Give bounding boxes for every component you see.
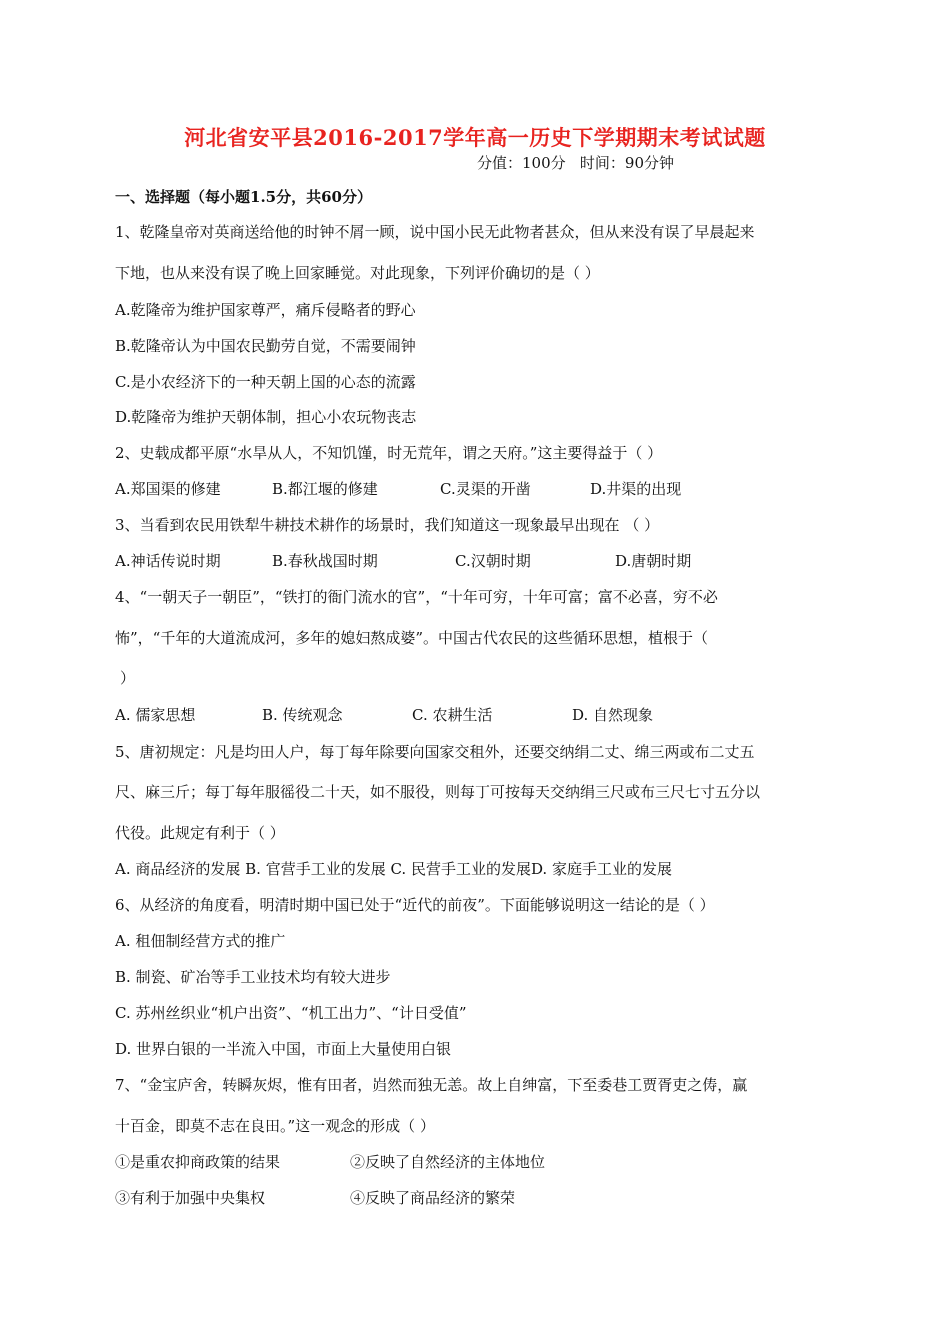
q1-stem-line1: 1、乾隆皇帝对英商送给他的时钟不屑一顾，说中国小民无此物者甚众，但从来没有误了早晨起来 — [115, 223, 755, 241]
q4-stem-line1: 4、“一朝天子一朝臣”，“铁打的衙门流水的官”，“十年可穷，十年可富；富不必喜，穷不必 — [115, 588, 718, 606]
score-time-info: 分值：100分 时间：90分钟 — [477, 154, 675, 172]
q1-option-b: B.乾隆帝认为中国农民勤劳自觉，不需要闹钟 — [115, 337, 416, 355]
q4-option-a: A. 儒家思想 — [115, 706, 196, 724]
q3-option-c: C.汉朝时期 — [455, 552, 531, 570]
q1-option-a: A.乾隆帝为维护国家尊严，痛斥侵略者的野心 — [115, 301, 416, 319]
section-heading: 一、选择题（每小题1.5分，共60分） — [115, 188, 372, 206]
q1-stem-line2: 下地，也从来没有误了晚上回家睡觉。对此现象，下列评价确切的是（ ） — [115, 264, 600, 282]
q6-option-c: C. 苏州丝织业“机户出资”、“机工出力”、“计日受值” — [115, 1004, 467, 1022]
q6-option-b: B. 制瓷、矿冶等手工业技术均有较大进步 — [115, 968, 391, 986]
q3-option-b: B.春秋战国时期 — [272, 552, 378, 570]
q4-option-c: C. 农耕生活 — [412, 706, 493, 724]
q6-stem: 6、从经济的角度看，明清时期中国已处于“近代的前夜”。下面能够说明这一结论的是（ ） — [115, 896, 715, 914]
q1-option-c: C.是小农经济下的一种天朝上国的心态的流露 — [115, 373, 416, 391]
q2-option-c: C.灵渠的开凿 — [440, 480, 531, 498]
q5-options: A. 商品经济的发展 B. 官营手工业的发展 C. 民营手工业的发展D. 家庭手工业的发展 — [115, 860, 672, 878]
q7-choice-3: ③有利于加强中央集权 — [115, 1189, 266, 1207]
q4-stem-line3: ） — [120, 669, 136, 687]
q5-stem-line3: 代役。此规定有利于（ ） — [115, 824, 285, 842]
q3-option-a: A.神话传说时期 — [115, 552, 221, 570]
q7-choice-1: ①是重农抑商政策的结果 — [115, 1153, 281, 1171]
q7-stem-line1: 7、“金宝庐舍，转瞬灰烬，惟有田者，岿然而独无恙。故上自绅富，下至委巷工贾胥吏之俦，赢 — [115, 1076, 748, 1094]
q6-option-a: A. 租佃制经营方式的推广 — [115, 932, 286, 950]
q2-option-d: D.井渠的出现 — [590, 480, 682, 498]
q2-option-a: A.郑国渠的修建 — [115, 480, 221, 498]
q1-option-d: D.乾隆帝为维护天朝体制，担心小农玩物丧志 — [115, 408, 417, 426]
q7-choice-4: ④反映了商品经济的繁荣 — [350, 1189, 516, 1207]
q2-option-b: B.都江堰的修建 — [272, 480, 378, 498]
q3-option-d: D.唐朝时期 — [615, 552, 692, 570]
q6-option-d: D. 世界白银的一半流入中国，市面上大量使用白银 — [115, 1040, 452, 1058]
q5-stem-line2: 尺、麻三斤；每丁每年服徭役二十天，如不服役，则每丁可按每天交纳绢三尺或布三尺七寸五分以 — [115, 783, 761, 801]
q2-stem: 2、史载成都平原“水旱从人，不知饥馑，时无荒年，谓之天府。”这主要得益于（ ） — [115, 444, 663, 462]
q4-stem-line2: 怖”，“千年的大道流成河，多年的媳妇熬成婆”。中国古代农民的这些循环思想，植根于（ — [115, 629, 709, 647]
document-title: 河北省安平县2016-2017学年高一历史下学期期末考试试题 — [184, 125, 766, 150]
q4-option-b: B. 传统观念 — [262, 706, 343, 724]
q3-stem: 3、当看到农民用铁犁牛耕技术耕作的场景时，我们知道这一现象最早出现在 （ ） — [115, 516, 660, 534]
q7-stem-line2: 十百金，即莫不志在良田。”这一观念的形成（ ） — [115, 1117, 435, 1135]
q5-stem-line1: 5、唐初规定：凡是均田人户，每丁每年除要向国家交租外，还要交纳绢二丈、绵三两或布二丈五 — [115, 743, 755, 761]
q7-choice-2: ②反映了自然经济的主体地位 — [350, 1153, 546, 1171]
q4-option-d: D. 自然现象 — [572, 706, 654, 724]
